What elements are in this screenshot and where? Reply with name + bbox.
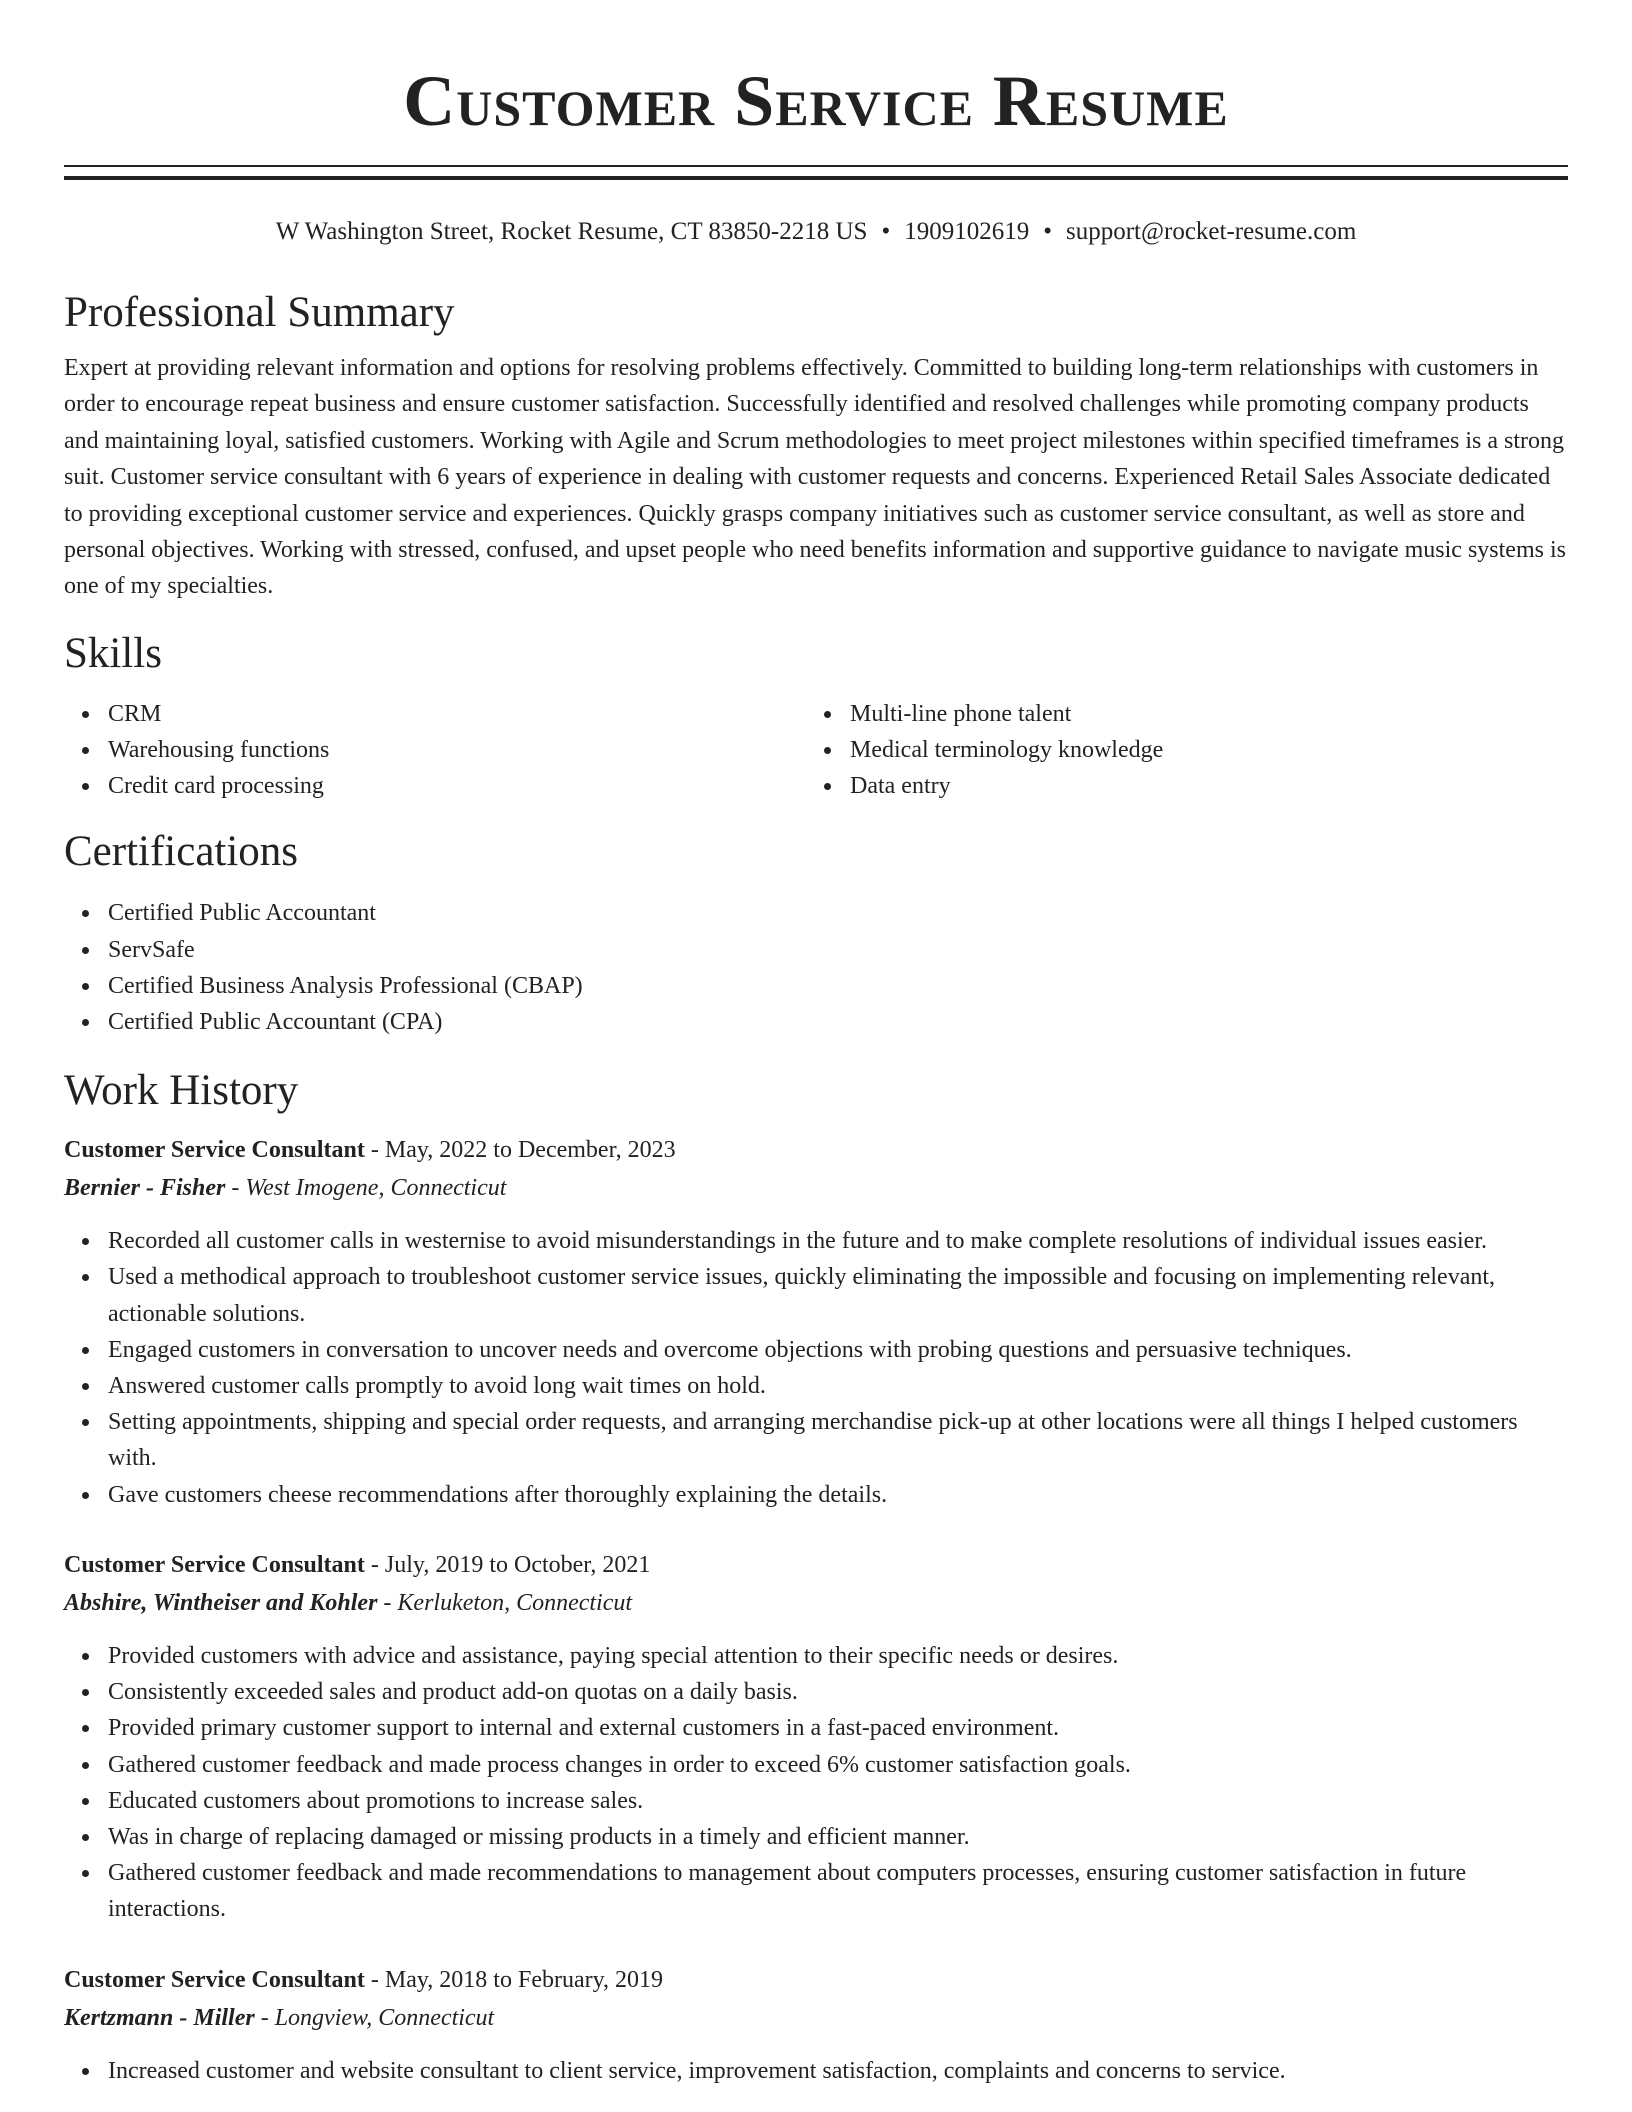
certification-item: Certified Public Accountant (CPA) xyxy=(108,1004,1568,1040)
contact-separator: • xyxy=(881,218,891,245)
job-title-line: Customer Service Consultant - July, 2019 to October, 2021 xyxy=(64,1551,651,1578)
skills-column-right xyxy=(806,696,1548,805)
job-bullet: Was in charge of replacing damaged or missing products in a timely and efficient manner. xyxy=(108,1819,1568,1855)
skills-list-left xyxy=(64,696,806,805)
job-title: Customer Service Consultant xyxy=(64,1137,365,1164)
certification-item: Certified Public Accountant xyxy=(108,895,1568,931)
job-bullet: Engaged customers in conversation to uncover needs and overcome objections with probing questions and persuasive techniques. xyxy=(108,1332,1568,1368)
certifications-heading: Certifications xyxy=(64,828,299,876)
job-dates: May, 2022 to December, 2023 xyxy=(384,1137,676,1164)
skills-list-right xyxy=(806,696,1548,805)
certification-item: ServSafe xyxy=(108,932,1568,968)
job-bullet: Educated customers about promotions to increase sales. xyxy=(108,1783,1568,1819)
resume-title: Customer Service Resume xyxy=(403,61,1229,141)
job-title-line: Customer Service Consultant - May, 2018 to February, 2019 xyxy=(64,1966,664,1993)
job-title-line: Customer Service Consultant - May, 2022 to December, 2023 xyxy=(64,1137,676,1164)
job-dates: May, 2018 to February, 2019 xyxy=(384,1966,664,1993)
job-location: Longview, Connecticut xyxy=(274,2004,495,2031)
certifications-list xyxy=(64,895,1568,1040)
resume-page xyxy=(64,0,1568,2089)
job-company: Kertzmann - Miller xyxy=(64,2004,255,2031)
job-bullet: Provided customers with advice and assistance, paying special attention to their specific needs or desires. xyxy=(108,1638,1568,1674)
job-entry xyxy=(64,1961,1568,2089)
skill-item: CRM xyxy=(108,696,806,732)
job-title: Customer Service Consultant xyxy=(64,1966,365,1993)
job-bullet: Setting appointments, shipping and special order requests, and arranging merchandise pick-up at other locations were all things I helped customers with. xyxy=(108,1404,1568,1476)
skills-heading: Skills xyxy=(64,629,162,677)
contact-separator: • xyxy=(1043,218,1052,245)
skills-column-left xyxy=(64,696,806,805)
job-bullet: Increased customer and website consultant to client service, improvement satisfaction, complaints and concerns to service. xyxy=(108,2053,1568,2089)
skill-item: Data entry xyxy=(850,768,1548,804)
job-company: Abshire, Wintheiser and Kohler xyxy=(64,1589,378,1616)
job-bullet: Gave customers cheese recommendations after thoroughly explaining the details. xyxy=(108,1477,1568,1513)
job-bullet: Used a methodical approach to troubleshoot customer service issues, quickly eliminating the impossible and focusing on implementing relevant, actionable solutions. xyxy=(108,1259,1568,1331)
job-bullet: Gathered customer feedback and made recommendations to management about computers processes, ensuring customer satisfaction in future interactions. xyxy=(108,1855,1568,1927)
job-bullet: Recorded all customer calls in westernise to avoid misunderstandings in the future and to make complete resolutions of individual issues easier. xyxy=(108,1223,1568,1259)
job-bullet: Answered customer calls promptly to avoid long wait times on hold. xyxy=(108,1368,1568,1404)
job-dates: July, 2019 to October, 2021 xyxy=(384,1551,651,1578)
job-bullet: Gathered customer feedback and made process changes in order to exceed 6% customer satisfaction goals. xyxy=(108,1747,1568,1783)
job-company-line: Abshire, Wintheiser and Kohler - Kerluketon, Connecticut xyxy=(64,1589,633,1616)
job-company-line: Bernier - Fisher - West Imogene, Connecticut xyxy=(64,1175,507,1202)
job-bullets xyxy=(64,1638,1568,1928)
job-bullets xyxy=(64,1223,1568,1513)
job-location: West Imogene, Connecticut xyxy=(245,1175,507,1202)
job-company: Bernier - Fisher xyxy=(64,1175,226,1202)
skill-item: Warehousing functions xyxy=(108,732,806,768)
job-company-line: Kertzmann - Miller - Longview, Connecticut xyxy=(64,2004,495,2031)
job-bullets xyxy=(64,2053,1568,2089)
certification-item: Certified Business Analysis Professional (CBAP) xyxy=(108,968,1568,1004)
contact-email: support@rocket-resume.com xyxy=(1065,218,1357,245)
job-title: Customer Service Consultant xyxy=(64,1551,365,1578)
job-location: Kerluketon, Connecticut xyxy=(397,1589,633,1616)
skill-item: Medical terminology knowledge xyxy=(850,732,1548,768)
summary-text: Expert at providing relevant information and options for resolving problems effectively. Committed to building long-term relationships with customers in order to encourage repeat business and ensure customer satisfaction. Successfully identified and resolved challenges while promoting company products and maintaining loyal, satisfied customers. Working with Agile and Scrum methodologies to meet project milestones within specified timeframes is a strong suit. Customer service consultant with 6 years of experience in dealing with customer requests and concerns. Experienced Retail Sales Associate dedicated to providing exceptional customer service and experiences. Quickly grasps company initiatives such as customer service consultant, as well as store and personal objectives. Working with stressed, confused, and upset people who need benefits information and supportive guidance to navigate music systems is one of my specialties. xyxy=(64,355,1566,600)
job-bullet: Consistently exceeded sales and product add-on quotas on a daily basis. xyxy=(108,1674,1568,1710)
skill-item: Credit card processing xyxy=(108,768,806,804)
skill-item: Multi-line phone talent xyxy=(850,696,1548,732)
job-entry xyxy=(64,1131,1568,1513)
job-bullet: Provided primary customer support to internal and external customers in a fast-paced environment. xyxy=(108,1710,1568,1746)
job-entry xyxy=(64,1546,1568,1928)
contact-address: W Washington Street, Rocket Resume, CT 83850-2218 US xyxy=(275,218,868,245)
work-history-heading: Work History xyxy=(64,1067,299,1115)
summary-heading: Professional Summary xyxy=(64,289,455,336)
skills-grid xyxy=(64,696,1568,805)
contact-phone: 1909102619 xyxy=(904,218,1030,245)
title-double-rule xyxy=(64,165,1568,180)
contact-line xyxy=(64,216,1568,248)
